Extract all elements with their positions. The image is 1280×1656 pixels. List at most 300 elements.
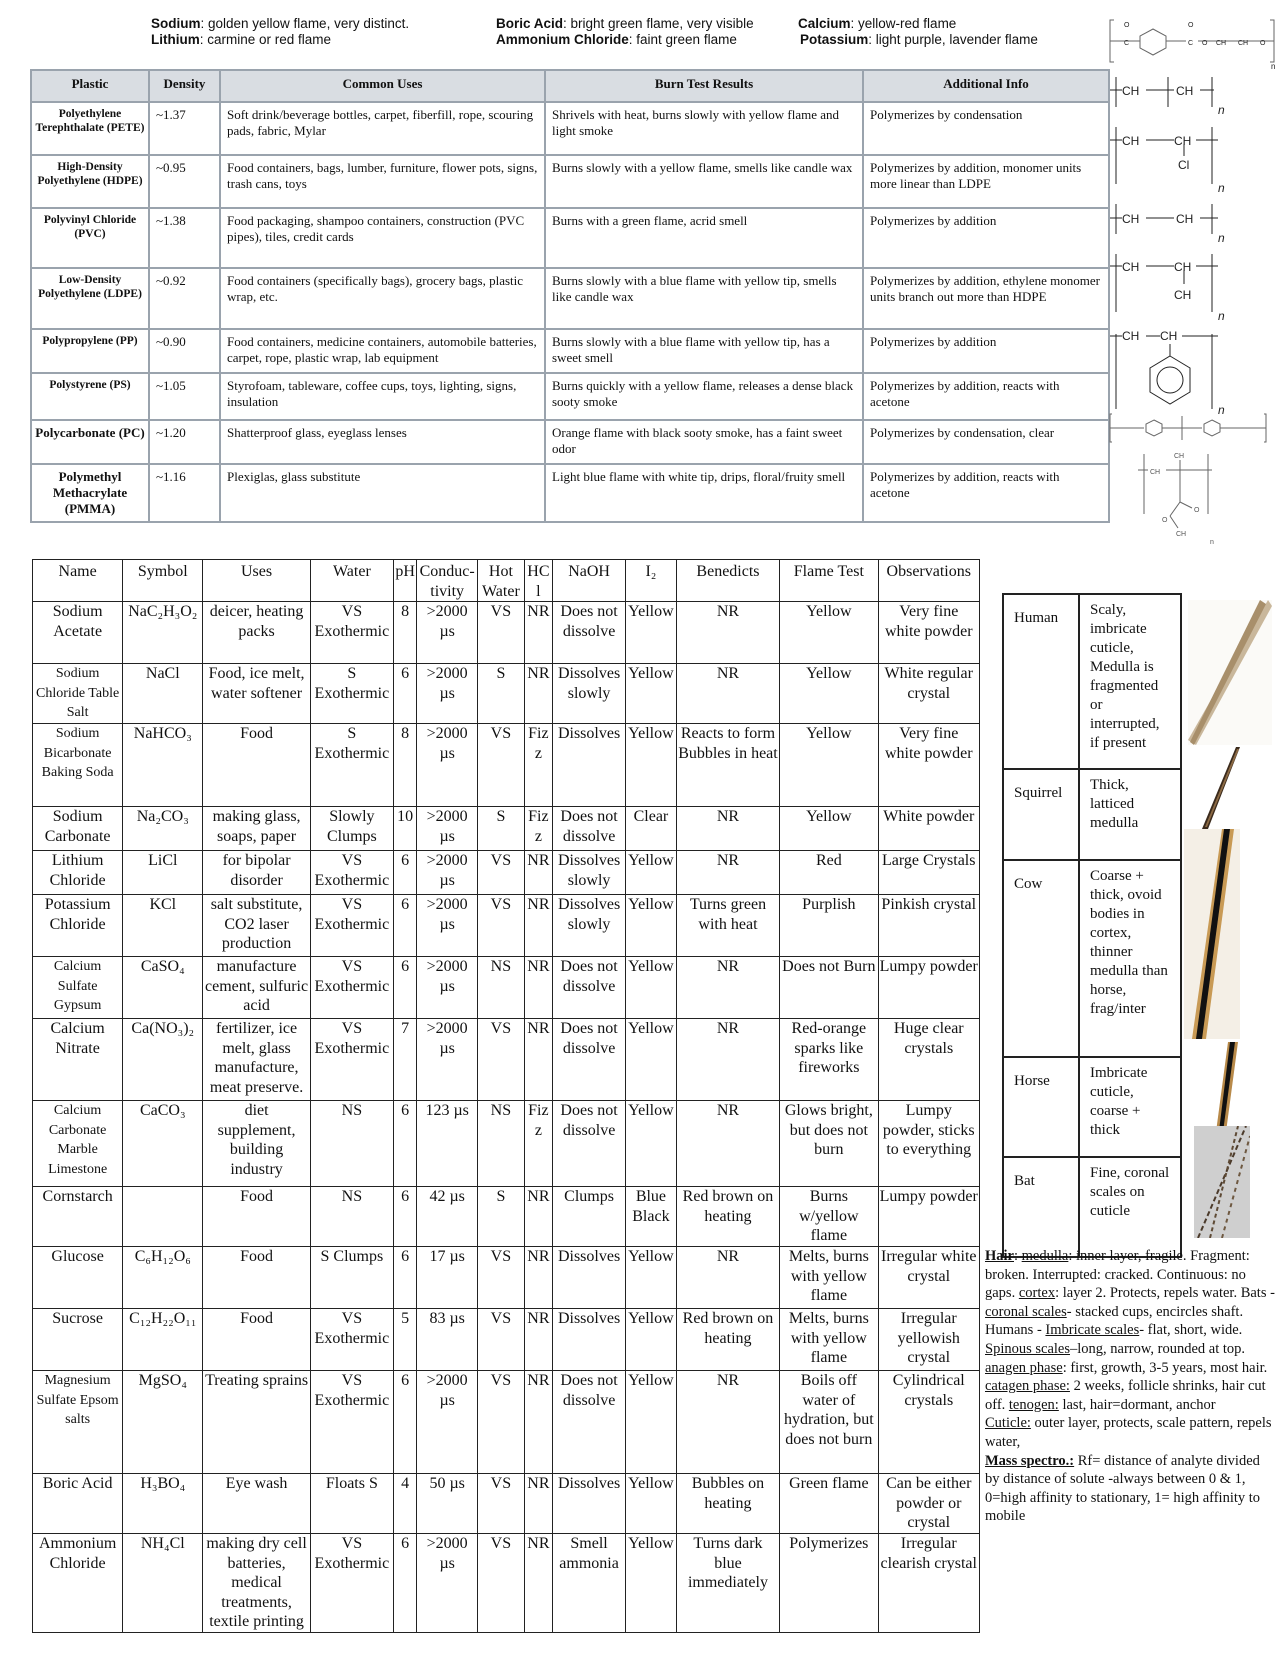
chem-uses: Food — [203, 1187, 310, 1247]
chem-i2: Yellow — [626, 851, 677, 895]
chem-cond: >2000 µs — [417, 807, 478, 851]
chem-cond: >2000 µs — [417, 1371, 478, 1474]
column-header: Burn Test Results — [545, 70, 863, 102]
table-row — [33, 724, 980, 807]
plastic-name: High-Density Polyethylene (HDPE) — [31, 155, 149, 208]
plastic-uses: Food containers (specifically bags), grocery bags, plastic wrap, etc. — [220, 268, 545, 329]
table-row — [31, 420, 1109, 464]
chem-cond: 17 µs — [417, 1247, 478, 1309]
plastic-info: Polymerizes by addition, reacts with acetone — [863, 373, 1109, 420]
chem-hot: S — [478, 664, 525, 724]
plastic-info: Polymerizes by addition — [863, 329, 1109, 373]
table-row — [33, 664, 980, 724]
chem-i2: Yellow — [626, 664, 677, 724]
structure-label: CH — [1122, 329, 1140, 343]
chem-ph: 7 — [393, 1019, 416, 1101]
pp-structure — [1110, 254, 1225, 323]
chem-hot: VS — [478, 1474, 525, 1534]
plastic-uses: Food containers, medicine containers, automobile batteries, carpet, rope, plastic wrap, lab equipment — [220, 329, 545, 373]
chem-i2: Yellow — [626, 957, 677, 1019]
chem-name: Sodium Chloride Table Salt — [33, 664, 123, 724]
column-header: Observations — [878, 560, 979, 602]
note-text: 2 weeks, follicle shrinks, hair cut off. — [985, 1378, 1266, 1413]
structure-label: CH — [1174, 288, 1192, 302]
table-header-row — [33, 560, 980, 602]
chem-obs: Irregular white crystal — [878, 1247, 979, 1309]
column-header: Flame Test — [780, 560, 878, 602]
chem-i2: Yellow — [626, 1309, 677, 1371]
repeat-n: n — [1218, 181, 1225, 195]
table-row — [31, 155, 1109, 208]
table-row — [33, 1187, 980, 1247]
flame-note-text: : carmine or red flame — [199, 32, 332, 47]
structure-label: CH — [1122, 84, 1140, 98]
table-row — [1003, 769, 1181, 860]
flame-note-boric-acid — [496, 16, 754, 32]
hair-description: Thick, latticed medulla — [1079, 769, 1181, 860]
note-text: Rf= distance of analyte divided by distance of solute -always between 0 & 1, 0=high affinity to stationary, 1= high affinity to mobile — [985, 1452, 1261, 1525]
chem-water: S Clumps — [310, 1247, 393, 1309]
chem-hcl: NR — [524, 1247, 552, 1309]
chem-water: Floats S — [310, 1474, 393, 1534]
structure-label: C — [1188, 40, 1194, 47]
chem-i2: Yellow — [626, 1247, 677, 1309]
plastic-burn: Shrivels with heat, burns slowly with yellow flame and light smoke — [545, 102, 863, 155]
chem-symbol: NaCl — [123, 664, 203, 724]
chem-hcl: NR — [524, 1534, 552, 1633]
chem-bened: Reacts to form Bubbles in heat — [676, 724, 779, 807]
plastic-density: ~1.37 — [149, 102, 220, 155]
chem-water: Slowly Clumps — [310, 807, 393, 851]
chem-i2: Yellow — [626, 1019, 677, 1101]
chem-hot: VS — [478, 1019, 525, 1101]
table-row — [1003, 860, 1181, 1057]
note-term: tenogen: — [1008, 1396, 1059, 1413]
hair-animal: Squirrel — [1003, 769, 1079, 860]
chem-flame: Green flame — [780, 1474, 878, 1534]
repeat-n: n — [1218, 403, 1225, 417]
table-row — [31, 329, 1109, 373]
chem-flame: Does not Burn — [780, 957, 878, 1019]
chem-bened: Red brown on heating — [676, 1309, 779, 1371]
flame-note-label: Ammonium Chloride — [496, 32, 629, 47]
hair-animal: Bat — [1003, 1157, 1079, 1257]
note-term: Spinous scales — [985, 1340, 1070, 1357]
flame-note-potassium — [800, 32, 1038, 48]
chem-bened: NR — [676, 1371, 779, 1474]
table-header-row — [31, 70, 1109, 102]
note-term: anagen phase — [985, 1359, 1063, 1376]
table-row — [31, 208, 1109, 268]
pmma-structure — [1138, 453, 1214, 546]
chem-cond: >2000 µs — [417, 895, 478, 957]
chem-water: VS Exothermic — [310, 1019, 393, 1101]
chem-symbol: NH₄Cl — [123, 1534, 203, 1633]
chem-hcl: NR — [524, 895, 552, 957]
repeat-n: n — [1210, 539, 1214, 546]
chem-bened: NR — [676, 851, 779, 895]
chem-symbol: C₁₂H₂₂O₁₁ — [123, 1309, 203, 1371]
plastic-burn: Burns quickly with a yellow flame, releases a dense black sooty smoke — [545, 373, 863, 420]
chem-i2: Yellow — [626, 602, 677, 664]
chem-cond: 42 µs — [417, 1187, 478, 1247]
plastic-info: Polymerizes by condensation — [863, 102, 1109, 155]
table-row — [1003, 594, 1181, 769]
note-term: Hair — [985, 1248, 1014, 1264]
table-row — [33, 1309, 980, 1371]
chem-ph: 8 — [393, 724, 416, 807]
table-row — [33, 957, 980, 1019]
chem-flame: Yellow — [780, 602, 878, 664]
chem-name: Ammonium Chloride — [33, 1534, 123, 1633]
structure-label: CH — [1174, 260, 1192, 274]
structure-label: Cl — [1178, 158, 1190, 172]
structure-label: CH — [1176, 212, 1194, 226]
chem-uses: making dry cell batteries, medical treatments, textile printing — [203, 1534, 310, 1633]
table-row — [33, 895, 980, 957]
note-text: : inner layer, fragile. Fragment: broken. Interrupted: cracked. Continuous: no gaps. — [985, 1248, 1250, 1302]
chem-hot: NS — [478, 1101, 525, 1187]
table-row — [33, 1371, 980, 1474]
chemicals-table — [32, 559, 980, 1633]
table-row — [33, 807, 980, 851]
chem-bened: NR — [676, 1019, 779, 1101]
flame-note-label: Boric Acid — [496, 16, 564, 31]
chem-water: VS Exothermic — [310, 851, 393, 895]
chem-flame: Burns w/yellow flame — [780, 1187, 878, 1247]
chem-bened: NR — [676, 1101, 779, 1187]
chem-obs: Irregular clearish crystal — [878, 1534, 979, 1633]
chem-hcl: NR — [524, 664, 552, 724]
chem-ph: 6 — [393, 851, 416, 895]
chem-hot: VS — [478, 1534, 525, 1633]
chem-symbol: CaSO₄ — [123, 957, 203, 1019]
chem-flame: Melts, burns with yellow flame — [780, 1309, 878, 1371]
chem-hot: VS — [478, 1371, 525, 1474]
chem-uses: manufacture cement, sulfuric acid — [203, 957, 310, 1019]
chem-symbol — [123, 1187, 203, 1247]
table-row — [31, 102, 1109, 155]
chem-obs: Cylindrical crystals — [878, 1371, 979, 1474]
chem-hot: VS — [478, 1247, 525, 1309]
repeat-n: n — [1271, 62, 1276, 71]
chem-obs: White powder — [878, 807, 979, 851]
structure-label: O — [1162, 517, 1168, 524]
structure-label: CH — [1216, 40, 1227, 47]
squirrel-hair-image — [1196, 747, 1240, 829]
hair-description: Scaly, imbricate cuticle, Medulla is fragmented or interrupted, if present — [1079, 594, 1181, 769]
table-row — [1003, 1157, 1181, 1257]
note-term: Mass spectro.: — [985, 1452, 1075, 1469]
note-text: - stacked cups, encircles shaft. Humans - — [985, 1303, 1244, 1339]
plastic-density: ~1.16 — [149, 464, 220, 522]
column-header: Hot Water — [478, 560, 525, 602]
chem-cond: >2000 µs — [417, 1019, 478, 1101]
plastic-density: ~0.95 — [149, 155, 220, 208]
chem-uses: Food, ice melt, water softener — [203, 664, 310, 724]
human-hair-image — [1188, 600, 1272, 745]
note-text: –long, narrow, rounded at top. — [1069, 1340, 1246, 1357]
chem-naoh: Does not dissolve — [553, 807, 626, 851]
repeat-n: n — [1218, 231, 1225, 245]
hair-animal: Human — [1003, 594, 1079, 769]
hair-animal: Horse — [1003, 1057, 1079, 1157]
table-row — [31, 268, 1109, 329]
chem-obs: Very fine white powder — [878, 724, 979, 807]
column-header: Plastic — [31, 70, 149, 102]
chem-hcl: NR — [524, 1019, 552, 1101]
chem-naoh: Does not dissolve — [553, 1101, 626, 1187]
chem-symbol: Ca(NO₃)₂ — [123, 1019, 203, 1101]
structure-label: O — [1260, 40, 1266, 47]
chem-uses: Food — [203, 1247, 310, 1309]
table-row — [33, 1474, 980, 1534]
flame-note-lithium — [151, 32, 331, 48]
chem-obs: Very fine white powder — [878, 602, 979, 664]
structure-label: CH — [1176, 531, 1187, 538]
chem-obs: Huge clear crystals — [878, 1019, 979, 1101]
chem-cond: 123 µs — [417, 1101, 478, 1187]
chem-flame: Red-orange sparks like fireworks — [780, 1019, 878, 1101]
chem-flame: Purplish — [780, 895, 878, 957]
chem-water: S Exothermic — [310, 724, 393, 807]
chem-bened: Red brown on heating — [676, 1187, 779, 1247]
chem-ph: 6 — [393, 957, 416, 1019]
chem-hcl: NR — [524, 851, 552, 895]
chem-uses: making glass, soaps, paper — [203, 807, 310, 851]
chem-name: Lithium Chloride — [33, 851, 123, 895]
forensics-notes: Hair: medulla: inner layer, fragile. Fragment: broken. Interrupted: cracked. Continuous: no gaps. cortex: layer 2. Protects, repels water. Bats - coronal scales- stacked cups, encircles shaft. Humans - Imbricate scales- flat, short, wide. Spinous scales–long, narrow, rounded at top. anagen phase: first, growth, 3-5 years, most hair. catagen phase: 2 weeks, follicle shrinks, hair cut off. tenogen: last, hair=dormant, anchor Cuticle: outer layer, protects, scale pattern, repels water, Mass spectro.: Rf= distance of analyte divided by distance of solute -always between 0 & 1, 0=high affinity to stationary, 1= high affinity to mobile — [985, 1248, 1275, 1525]
column-header: HCl — [524, 560, 552, 602]
column-header: I₂ — [626, 560, 677, 602]
hair-animal: Cow — [1003, 860, 1079, 1057]
table-row — [33, 851, 980, 895]
chem-hcl: NR — [524, 1474, 552, 1534]
plastic-info: Polymerizes by addition, reacts with acetone — [863, 464, 1109, 522]
chem-symbol: LiCl — [123, 851, 203, 895]
column-header: Common Uses — [220, 70, 545, 102]
chem-obs: Large Crystals — [878, 851, 979, 895]
repeat-n: n — [1218, 103, 1225, 117]
chem-obs: Can be either powder or crystal — [878, 1474, 979, 1534]
chem-water: VS Exothermic — [310, 1534, 393, 1633]
chem-hot: VS — [478, 1309, 525, 1371]
chem-cond: >2000 µs — [417, 957, 478, 1019]
chem-ph: 6 — [393, 895, 416, 957]
plastic-name: Polymethyl Methacrylate (PMMA) — [31, 464, 149, 522]
note-term: catagen phase: — [985, 1378, 1070, 1395]
hair-table — [1002, 593, 1182, 1258]
chem-i2: Yellow — [626, 1371, 677, 1474]
chem-hot: VS — [478, 851, 525, 895]
chem-i2: Yellow — [626, 1101, 677, 1187]
structure-label: O — [1124, 22, 1130, 29]
chem-obs: Lumpy powder — [878, 1187, 979, 1247]
chem-water: VS Exothermic — [310, 895, 393, 957]
column-header: Name — [33, 560, 123, 602]
chem-i2: Yellow — [626, 724, 677, 807]
chem-name: Calcium Nitrate — [33, 1019, 123, 1101]
polymer-structures — [1108, 14, 1278, 572]
hdpe-structure — [1110, 77, 1225, 117]
chem-water: VS Exothermic — [310, 1371, 393, 1474]
chem-uses: Eye wash — [203, 1474, 310, 1534]
chem-i2: Blue Black — [626, 1187, 677, 1247]
chem-cond: >2000 µs — [417, 664, 478, 724]
plastic-density: ~1.05 — [149, 373, 220, 420]
chem-hcl: Fizz — [524, 807, 552, 851]
chem-symbol: KCl — [123, 895, 203, 957]
chem-hot: S — [478, 807, 525, 851]
plastic-density: ~1.20 — [149, 420, 220, 464]
flame-note-text: : golden yellow flame, very distinct. — [200, 16, 410, 31]
chem-name: Calcium Sulfate Gypsum — [33, 957, 123, 1019]
plastic-burn: Burns slowly with a blue flame with yellow tip, smells like candle wax — [545, 268, 863, 329]
structure-label: O — [1202, 40, 1208, 47]
chem-obs: Irregular yellowish crystal — [878, 1309, 979, 1371]
chem-bened: Turns dark blue immediately — [676, 1534, 779, 1633]
chem-ph: 5 — [393, 1309, 416, 1371]
chem-naoh: Dissolves — [553, 1474, 626, 1534]
chem-name: Sodium Acetate — [33, 602, 123, 664]
chem-cond: >2000 µs — [417, 724, 478, 807]
chem-symbol: Na₂CO₃ — [123, 807, 203, 851]
plastic-name: Polycarbonate (PC) — [31, 420, 149, 464]
flame-note-text: : light purple, lavender flame — [868, 32, 1038, 47]
chem-hcl: Fizz — [524, 724, 552, 807]
structure-label: CH — [1176, 84, 1194, 98]
table-row — [1003, 1057, 1181, 1157]
column-header: pH — [393, 560, 416, 602]
chem-i2: Yellow — [626, 895, 677, 957]
plastic-info: Polymerizes by condensation, clear — [863, 420, 1109, 464]
chem-naoh: Clumps — [553, 1187, 626, 1247]
chem-uses: diet supplement, building industry — [203, 1101, 310, 1187]
chem-uses: deicer, heating packs — [203, 602, 310, 664]
chem-water: VS Exothermic — [310, 957, 393, 1019]
chem-symbol: H₃BO₄ — [123, 1474, 203, 1534]
plastics-table — [30, 69, 1110, 523]
structure-label: CH — [1174, 453, 1185, 460]
structure-label: CH — [1238, 40, 1249, 47]
chem-naoh: Dissolves — [553, 1309, 626, 1371]
table-row — [31, 373, 1109, 420]
plastic-uses: Food containers, bags, lumber, furniture, flower pots, signs, trash cans, toys — [220, 155, 545, 208]
column-header: Symbol — [123, 560, 203, 602]
ps-structure — [1110, 329, 1225, 417]
chem-obs: Pinkish crystal — [878, 895, 979, 957]
table-row — [33, 1019, 980, 1101]
chem-ph: 8 — [393, 602, 416, 664]
structure-label: CH — [1160, 329, 1178, 343]
chem-water: NS — [310, 1101, 393, 1187]
chem-name: Glucose — [33, 1247, 123, 1309]
chem-hcl: NR — [524, 957, 552, 1019]
chem-ph: 6 — [393, 1371, 416, 1474]
table-row — [33, 1101, 980, 1187]
chem-water: VS Exothermic — [310, 1309, 393, 1371]
flame-note-text: : yellow-red flame — [850, 16, 957, 31]
chem-naoh: Does not dissolve — [553, 957, 626, 1019]
bat-hair-image — [1194, 1126, 1250, 1238]
plastic-density: ~1.38 — [149, 208, 220, 268]
chem-cond: >2000 µs — [417, 602, 478, 664]
structure-label: O — [1194, 507, 1200, 514]
chem-water: S Exothermic — [310, 664, 393, 724]
column-header: Uses — [203, 560, 310, 602]
chem-water: NS — [310, 1187, 393, 1247]
flame-note-label: Lithium — [151, 32, 200, 47]
plastic-uses: Food packaging, shampoo containers, construction (PVC pipes), tiles, credit cards — [220, 208, 545, 268]
column-header: NaOH — [553, 560, 626, 602]
chem-symbol: C₆H₁₂O₆ — [123, 1247, 203, 1309]
structure-label: CH — [1122, 134, 1140, 148]
chem-flame: Glows bright, but does not burn — [780, 1101, 878, 1187]
chem-cond: 50 µs — [417, 1474, 478, 1534]
chem-uses: fertilizer, ice melt, glass manufacture, meat preserve. — [203, 1019, 310, 1101]
chem-hot: VS — [478, 895, 525, 957]
chem-uses: for bipolar disorder — [203, 851, 310, 895]
chem-uses: Food — [203, 1309, 310, 1371]
pvc-structure — [1110, 127, 1225, 195]
chem-cond: >2000 µs — [417, 1534, 478, 1633]
chem-symbol: MgSO₄ — [123, 1371, 203, 1474]
plastic-uses: Soft drink/beverage bottles, carpet, fiberfill, rope, scouring pads, fabric, Mylar — [220, 102, 545, 155]
plastic-uses: Plexiglas, glass substitute — [220, 464, 545, 522]
chem-obs: White regular crystal — [878, 664, 979, 724]
chem-flame: Red — [780, 851, 878, 895]
chem-ph: 6 — [393, 1187, 416, 1247]
structure-label: O — [1188, 22, 1194, 29]
chem-uses: salt substitute, CO2 laser production — [203, 895, 310, 957]
structure-label: C — [1124, 40, 1130, 47]
chem-flame: Yellow — [780, 664, 878, 724]
chem-uses: Food — [203, 724, 310, 807]
chem-flame: Melts, burns with yellow flame — [780, 1247, 878, 1309]
chem-bened: NR — [676, 957, 779, 1019]
chem-ph: 6 — [393, 1247, 416, 1309]
chem-flame: Yellow — [780, 724, 878, 807]
note-text: last, hair=dormant, anchor — [1058, 1396, 1216, 1413]
repeat-n: n — [1218, 309, 1225, 323]
plastic-info: Polymerizes by addition, monomer units more linear than LDPE — [863, 155, 1109, 208]
chem-bened: NR — [676, 1247, 779, 1309]
table-row — [31, 464, 1109, 522]
plastic-name: Polyvinyl Chloride (PVC) — [31, 208, 149, 268]
chem-naoh: Smell ammonia — [553, 1534, 626, 1633]
note-text: - flat, short, wide. — [1139, 1322, 1243, 1339]
chem-ph: 6 — [393, 664, 416, 724]
plastic-density: ~0.92 — [149, 268, 220, 329]
flame-note-label: Potassium — [800, 32, 869, 47]
hair-description: Imbricate cuticle, coarse + thick — [1079, 1057, 1181, 1157]
chem-name: Sodium Carbonate — [33, 807, 123, 851]
chem-hcl: NR — [524, 1371, 552, 1474]
chem-bened: Turns green with heat — [676, 895, 779, 957]
chem-hot: VS — [478, 602, 525, 664]
chem-i2: Clear — [626, 807, 677, 851]
flame-note-text: : bright green flame, very visible — [563, 16, 754, 31]
chem-naoh: Does not dissolve — [553, 1371, 626, 1474]
note-term: Cuticle: — [985, 1415, 1031, 1432]
chem-naoh: Dissolves slowly — [553, 664, 626, 724]
note-text: outer layer, protects, scale pattern, repels water, — [985, 1415, 1272, 1450]
chem-naoh: Dissolves — [553, 1247, 626, 1309]
plastic-uses: Styrofoam, tableware, coffee cups, toys, lighting, signs, insulation — [220, 373, 545, 420]
chem-name: Calcium Carbonate Marble Limestone — [33, 1101, 123, 1187]
note-term: coronal scales — [985, 1303, 1067, 1320]
chem-obs: Lumpy powder — [878, 957, 979, 1019]
